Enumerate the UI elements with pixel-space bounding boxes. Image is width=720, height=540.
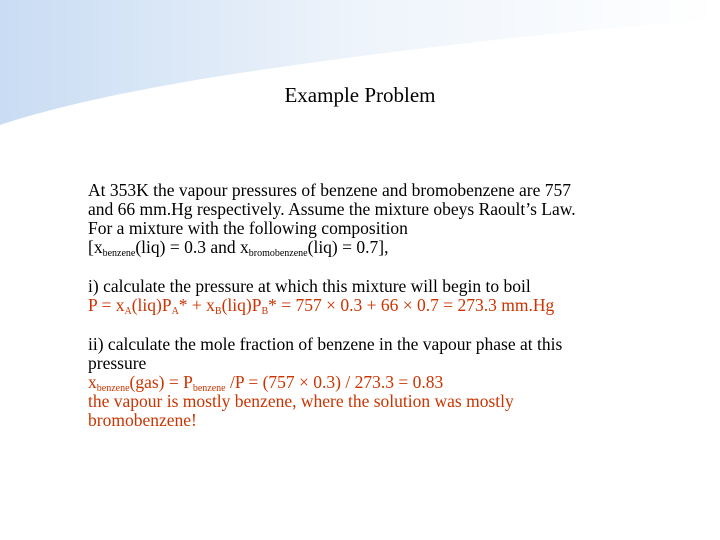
slide-title: Example Problem [284, 83, 436, 107]
intro-line-1: At 353K the vapour pressures of benzene and bromobenzene are 757 [88, 180, 572, 200]
conclusion-line-2: bromobenzene! [88, 410, 197, 430]
intro-line-2: and 66 mm.Hg respectively. Assume the mixture obeys Raoult’s Law. [88, 199, 576, 219]
conclusion-line-1: the vapour is mostly benzene, where the solution was mostly [88, 391, 514, 411]
question-2-line-1: ii) calculate the mole fraction of benzene in the vapour phase at this [88, 334, 563, 354]
slide-body [88, 181, 688, 430]
composition-line: [$x_{benzene}(liq) = 0.3$ and $x_{bromobenzene}(liq) = 0.7$], [88, 237, 389, 259]
corner-swoosh-decoration [0, 0, 720, 140]
question-2-line-2: pressure [88, 353, 147, 373]
intro-line-3: For a mixture with the following composition [88, 218, 408, 238]
question-1: i) calculate the pressure at which this mixture will begin to boil [88, 276, 531, 296]
answer-2: $x_{benzene}(gas) = P_{benzene}$ /P = (757 × 0.3) / 273.3 = 0.83 [88, 372, 444, 394]
answer-1: $P = x_A(liq)P_A* + x_B(liq)P_B* = 757 \times 0.3 + 66 \times 0.7 = 273.3$ mm.Hg [88, 295, 555, 317]
